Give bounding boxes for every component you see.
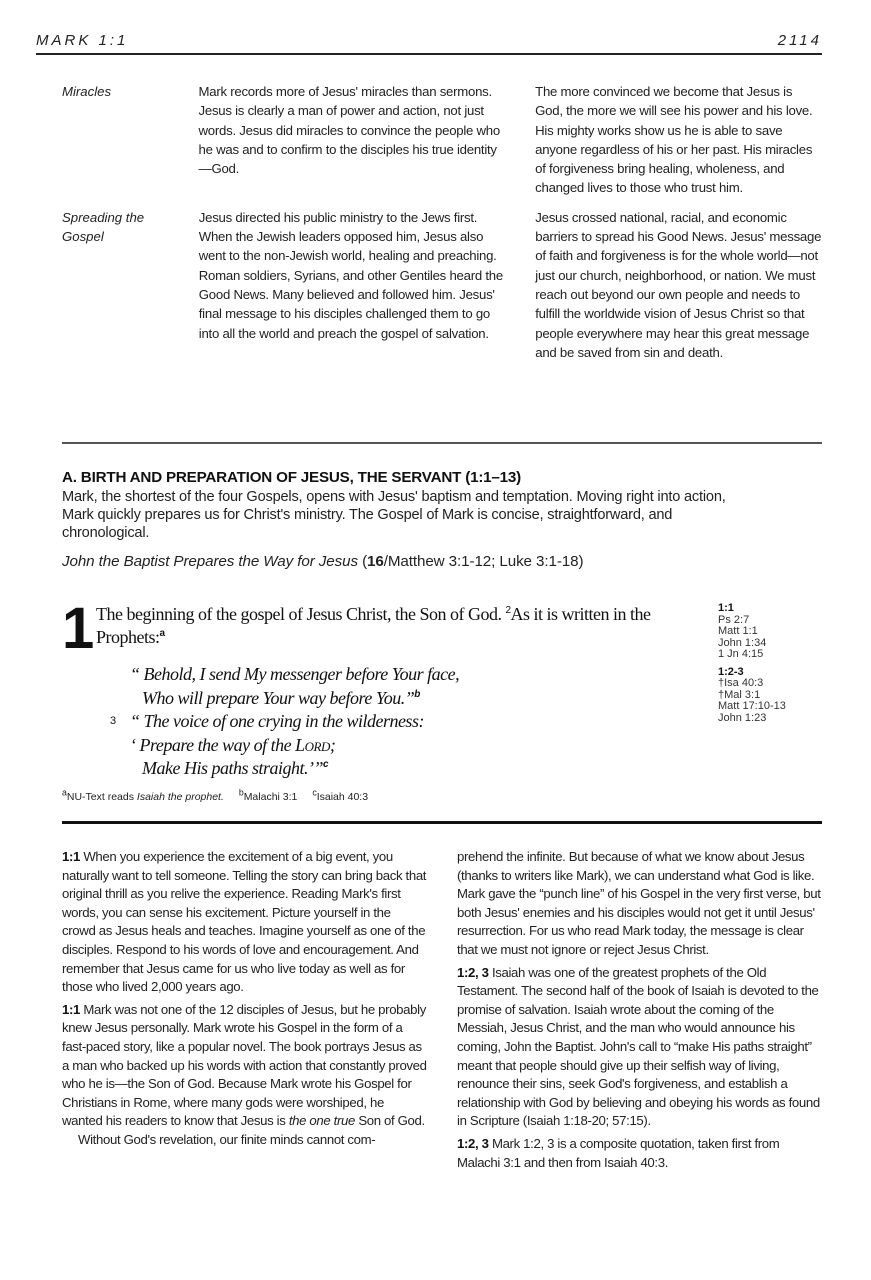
footnotes <box>62 787 380 803</box>
verse-number-2: 2 <box>505 605 511 616</box>
study-notes-left-column <box>62 848 427 1176</box>
note-ref: 1:1 <box>62 1001 81 1017</box>
note-text: Mark 1:2, 3 is a composite quotation, taken first from Malachi 3:1 and then from Isaiah 40:3. <box>457 1135 780 1170</box>
running-head-reference: MARK 1:1 <box>36 32 129 49</box>
verse-2: As it is written in the Prophets: <box>96 604 651 647</box>
crossref-verse: 1:1 <box>718 602 734 614</box>
note-ref: 1:2, 3 <box>457 1135 489 1151</box>
poetry-line-5 <box>130 757 712 781</box>
note-ref: 1:1 <box>62 849 81 864</box>
pericope-heading <box>62 551 662 573</box>
note-italic: the one true <box>288 1113 355 1129</box>
footnote-marker-b[interactable]: b <box>414 688 420 700</box>
poetry-line-5-text: Make His paths straight.’” <box>142 758 324 778</box>
crossref-link[interactable]: †Isa 40:3 <box>718 677 764 689</box>
running-head <box>36 32 822 54</box>
study-notes <box>62 848 822 1176</box>
crossref-link[interactable]: Matt 17:10-13 <box>718 700 786 712</box>
scripture-text <box>62 596 712 781</box>
pericope-title: John the Baptist Prepares the Way for Jesus <box>62 553 358 570</box>
study-note-continuation: Without God's revelation, our finite minds cannot com- <box>78 1131 376 1147</box>
footnote-b-text: Malachi 3:1 <box>243 790 298 803</box>
cross-references <box>718 603 786 730</box>
verse-1-2 <box>96 603 712 649</box>
page-number: 2114 <box>777 32 822 49</box>
section-title: A. BIRTH AND PREPARATION OF JESUS, THE SERVANT (1:1–13) <box>62 469 522 486</box>
note-text-end: Son of God. <box>355 1113 425 1129</box>
footnote-c-mark: c <box>312 787 317 797</box>
themes-table <box>62 82 822 372</box>
poetry-line-4-pre: ‘ Prepare the way of the <box>130 734 296 755</box>
crossref-verse: 1:2-3 <box>718 665 744 678</box>
study-note-continuation: prehend the infinite. But because of what we know about Jesus (thanks to writers like Mark), we can understand what God is like. Mark gave the “punch line” of his Gospel in the very first verse, but both Jesus' enemies and his disciples would not get it until Jesus' resurrection. For us who read Mark today, the message is clear that we must not ignore or reject Jesus Christ. <box>457 849 821 957</box>
footnote-a-italic: Isaiah the prophet. <box>136 790 224 803</box>
footnote-c <box>312 787 369 803</box>
poetry-line-3-text: “ The voice of one crying in the wilderness: <box>130 711 424 731</box>
study-notes-right-column <box>457 848 822 1176</box>
notes-divider <box>62 821 822 824</box>
footnote-marker-c[interactable]: c <box>323 759 329 770</box>
section-divider <box>62 442 822 444</box>
pericope-refs: /Matthew 3:1-12; Luke 3:1-18) <box>383 553 584 570</box>
study-note <box>62 848 427 997</box>
footnote-a-text: NU-Text reads <box>66 790 137 803</box>
crossref-link[interactable]: Matt 1:1 <box>718 625 758 637</box>
footnote-a <box>62 787 224 803</box>
footnote-marker-a[interactable]: a <box>159 628 165 639</box>
poetry-line-1: “ Behold, I send My messenger before Your face, <box>130 664 460 684</box>
theme-label: Spreading the Gospel <box>62 209 145 245</box>
pericope-number: 16 <box>367 553 384 570</box>
section-intro: Mark, the shortest of the four Gospels, opens with Jesus' baptism and temptation. Moving right into action, Mark quickly prepares us for Christ's ministry. The Gospel of Mark is concise, straightforward, and chronological. <box>62 489 726 541</box>
note-text: Mark was not one of the 12 disciples of Jesus, but he probably knew Jesus personally. Mark wrote his Gospel in the form of a fast-paced story, like a popular novel. The book portrays Jesus as a man who backed up his words with action that constantly proved who he is—the Son of God. Because Mark wrote his Gospel for Christians in Rome, where many gods were worshiped, he wanted his readers to know that Jesus is <box>62 1001 427 1129</box>
verse-1: The beginning of the gospel of Jesus Christ, the Son of God. <box>96 604 506 624</box>
crossref-link[interactable]: John 1:34 <box>718 636 767 649</box>
theme-description: Jesus directed his public ministry to the Jews first. When the Jewish leaders opposed him, Jesus also went to the non-Jewish world, healing and preaching. Roman soldiers, Syrians, and other Gentiles heard the Good News. Many believed and followed him. Jesus' final message to his disciples challenged them to go into all the world and preach the gospel of salvation. <box>198 209 503 341</box>
theme-description: Mark records more of Jesus' miracles than sermons. Jesus is clearly a man of power and action, not just words. Jesus did miracles to convince the people who he was and to confirm to the disciples his true identity—God. <box>198 84 500 177</box>
footnote-a-mark: a <box>62 787 67 797</box>
theme-application: The more convinced we become that Jesus is God, the more we will see his power and his love. His mighty works show us he is able to save anyone regardless of his or her past. His miracles of forgiveness bring healing, wholeness, and changed lives to those who trust him. <box>535 84 813 196</box>
crossref-link[interactable]: Ps 2:7 <box>718 613 750 626</box>
poetry-line-3 <box>110 710 712 734</box>
crossref-link[interactable]: †Mal 3:1 <box>718 688 761 701</box>
footnote-b-mark: b <box>238 787 244 797</box>
lord-smallcaps: Lord <box>295 734 330 755</box>
theme-application: Jesus crossed national, racial, and economic barriers to spread his Good News. Jesus' message of faith and forgiveness is for the whole world—not just our church, neighborhood, or nation. We must reach out beyond our own people and needs to fulfill the worldwide vision of Jesus Christ so that people everywhere may hear this great message and be saved from sin and death. <box>535 209 822 360</box>
note-ref: 1:2, 3 <box>457 964 489 980</box>
crossref-link[interactable]: 1 Jn 4:15 <box>718 648 764 660</box>
theme-row-miracles <box>62 82 822 198</box>
poetry-line-4-post: ; <box>329 734 336 755</box>
theme-row-spreading-gospel <box>62 208 822 362</box>
study-note <box>457 1135 822 1172</box>
pericope-open: ( <box>357 553 368 570</box>
note-text: Isaiah was one of the greatest prophets of the Old Testament. The second half of the book of Isaiah is devoted to the promise of salvation. Isaiah wrote about the coming of the Messiah, Jesus Christ, and the man who would announce his coming, John the Baptist. John's call to “make His paths straight” meant that people should give up their selfish way of living, renounce their sins, seek God's forgiveness, and establish a relationship with God by believing and obeying his words as found in Scripture (Isaiah 1:18-20; 57:15). <box>457 964 820 1129</box>
crossref-link[interactable]: John 1:23 <box>718 711 767 724</box>
poetry-line-2-text: Who will prepare Your way before You.” <box>142 687 415 708</box>
poetry-line-2 <box>130 687 712 711</box>
section-heading-block <box>62 468 742 573</box>
study-note <box>457 964 822 1131</box>
crossref-group-1-1 <box>718 603 786 661</box>
crossref-group-1-2-3 <box>718 667 786 725</box>
chapter-number: 1 <box>62 596 95 661</box>
header-rule <box>36 53 822 55</box>
study-note <box>62 1001 427 1131</box>
footnote-c-text: Isaiah 40:3 <box>316 790 369 803</box>
poetry-line-4 <box>130 734 712 758</box>
theme-label: Miracles <box>62 84 112 99</box>
note-text: When you experience the excitement of a big event, you naturally want to tell someone. Telling the story can bring back that original thrill as you relive the experience. Reading Mark's first words, you can sense his excitement. Picture yourself in the crowd as Jesus heals and teaches. Imagine yourself as one of the disciples. Respond to his words of love and encouragement. And remember that Jesus came for us who live today as well as for those who lived 2,000 years ago. <box>62 849 427 995</box>
poetry-quotation <box>110 663 712 781</box>
footnote-b <box>238 787 298 803</box>
verse-number-3: 3 <box>110 715 116 727</box>
